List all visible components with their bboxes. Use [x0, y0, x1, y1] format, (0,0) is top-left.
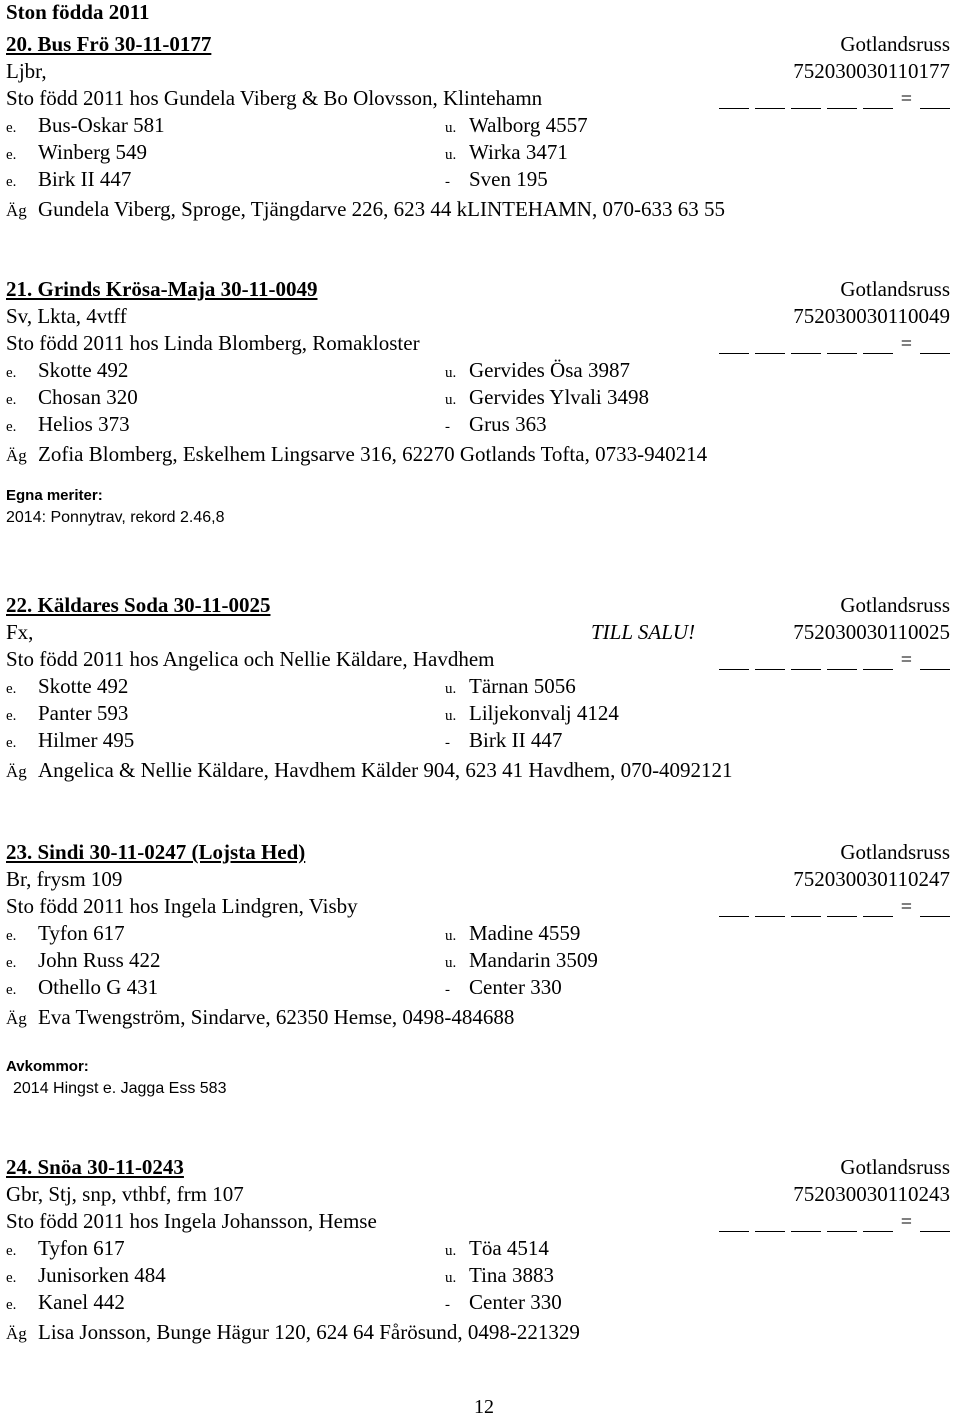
color-markings: Br, frysm 109	[6, 867, 123, 891]
pedigree-row-3	[6, 1289, 950, 1316]
pedigree-parents	[6, 357, 950, 384]
score-blank	[791, 1213, 821, 1232]
horse-entry	[6, 839, 950, 1101]
color-row	[6, 58, 950, 85]
score-blank	[863, 651, 893, 670]
pedigree-name: Tyfon 617	[38, 921, 125, 945]
score-total-blank	[920, 90, 950, 109]
pedigree-parents	[6, 673, 950, 700]
score-blank	[827, 651, 857, 670]
pedigree-row-2	[6, 384, 950, 411]
pedigree-right	[445, 112, 588, 142]
pedigree-right	[445, 727, 562, 757]
score-blank	[863, 1213, 893, 1232]
pedigree-right	[445, 166, 548, 196]
color-row	[6, 303, 950, 330]
owner-row	[6, 1004, 950, 1031]
birth-row	[6, 646, 950, 673]
pedigree-parents	[6, 112, 950, 139]
score-blanks	[719, 646, 950, 670]
pedigree-prefix: e.	[6, 120, 17, 136]
pedigree-right	[445, 673, 576, 703]
color-markings: Sv, Lkta, 4vtff	[6, 304, 127, 328]
reg-number: 752030030110049	[793, 304, 950, 328]
score-blanks	[719, 330, 950, 354]
entry-title: 20. Bus Frö 30-11-0177	[6, 32, 212, 56]
pedigree-name: Kanel 442	[38, 1290, 125, 1314]
pedigree-right	[445, 139, 568, 169]
pedigree-prefix: u.	[445, 1243, 457, 1259]
breed: Gotlandsruss	[840, 840, 950, 864]
pedigree-prefix: e.	[6, 681, 17, 697]
pedigree-right	[445, 974, 562, 1004]
score-blank	[719, 90, 749, 109]
pedigree-prefix: e.	[6, 365, 17, 381]
entry-title: 24. Snöa 30-11-0243	[6, 1155, 184, 1179]
pedigree-name: Junisorken 484	[38, 1263, 166, 1287]
pedigree-prefix: e.	[6, 419, 17, 435]
pedigree-row-2	[6, 700, 950, 727]
score-blank	[827, 898, 857, 917]
pedigree-prefix: e.	[6, 1243, 17, 1259]
owner-info: Zofia Blomberg, Eskelhem Lingsarve 316, 62270 Gotlands Tofta, 0733-940214	[38, 442, 708, 466]
owner-prefix: Äg	[6, 1324, 27, 1343]
entry-title-row	[6, 31, 950, 58]
owner-prefix: Äg	[6, 201, 27, 220]
pedigree-name: Center 330	[469, 975, 562, 999]
horse-entry	[6, 31, 950, 223]
pedigree-name: Winberg 549	[38, 140, 147, 164]
pedigree-prefix: u.	[445, 120, 457, 136]
pedigree-name: Wirka 3471	[469, 140, 568, 164]
section-value: 2014 Hingst e. Jagga Ess 583	[13, 1080, 227, 1097]
equals-sign: =	[900, 333, 912, 355]
color-row	[6, 1181, 950, 1208]
score-blank	[827, 335, 857, 354]
pedigree-name: Birk II 447	[38, 167, 132, 191]
pedigree-prefix: -	[445, 174, 450, 190]
pedigree-prefix: e.	[6, 955, 17, 971]
entry-title-row	[6, 1154, 950, 1181]
entry-title-row	[6, 276, 950, 303]
owner-info: Angelica & Nellie Käldare, Havdhem Kälder 904, 623 41 Havdhem, 070-4092121	[38, 758, 733, 782]
pedigree-parents	[6, 1235, 950, 1262]
pedigree-right	[445, 920, 580, 950]
score-blank	[719, 1213, 749, 1232]
pedigree-prefix: e.	[6, 708, 17, 724]
pedigree-prefix: u.	[445, 928, 457, 944]
pedigree-name: Tyfon 617	[38, 1236, 125, 1260]
birth-row	[6, 85, 950, 112]
score-blank	[791, 90, 821, 109]
owner-row	[6, 196, 950, 223]
pedigree-name: Gervides Ylvali 3498	[469, 385, 650, 409]
page-number: 12	[474, 1396, 494, 1418]
color-markings: Ljbr,	[6, 59, 47, 83]
pedigree-name: Center 330	[469, 1290, 562, 1314]
entry-title: 21. Grinds Krösa-Maja 30-11-0049	[6, 277, 318, 301]
score-blank	[863, 90, 893, 109]
pedigree-prefix: e.	[6, 147, 17, 163]
horse-entry	[6, 276, 950, 530]
equals-sign: =	[900, 649, 912, 671]
pedigree-prefix: -	[445, 735, 450, 751]
breed: Gotlandsruss	[840, 593, 950, 617]
pedigree-name: Liljekonvalj 4124	[469, 701, 619, 725]
score-total-blank	[920, 1213, 950, 1232]
score-blank	[755, 335, 785, 354]
birth-info: Sto född 2011 hos Linda Blomberg, Romakloster	[6, 331, 420, 355]
score-total-blank	[920, 651, 950, 670]
pedigree-row-2	[6, 139, 950, 166]
pedigree-name: John Russ 422	[38, 948, 161, 972]
pedigree-prefix: u.	[445, 1270, 457, 1286]
pedigree-name: Grus 363	[469, 412, 547, 436]
score-blank	[791, 335, 821, 354]
pedigree-row-3	[6, 727, 950, 754]
pedigree-prefix: u.	[445, 392, 457, 408]
pedigree-parents	[6, 920, 950, 947]
pedigree-name: Chosan 320	[38, 385, 138, 409]
equals-sign: =	[900, 1211, 912, 1233]
score-blank	[755, 90, 785, 109]
score-blank	[719, 651, 749, 670]
birth-row	[6, 1208, 950, 1235]
breed: Gotlandsruss	[840, 32, 950, 56]
birth-info: Sto född 2011 hos Angelica och Nellie Käldare, Havdhem	[6, 647, 495, 671]
pedigree-right	[445, 411, 547, 441]
pedigree-prefix: u.	[445, 681, 457, 697]
owner-prefix: Äg	[6, 1009, 27, 1028]
pedigree-right	[445, 357, 630, 387]
pedigree-prefix: -	[445, 1297, 450, 1313]
pedigree-prefix: u.	[445, 955, 457, 971]
pedigree-prefix: u.	[445, 147, 457, 163]
pedigree-name: Walborg 4557	[469, 113, 588, 137]
pedigree-row-3	[6, 166, 950, 193]
pedigree-prefix: e.	[6, 735, 17, 751]
pedigree-name: Madine 4559	[469, 921, 581, 945]
score-blanks	[719, 893, 950, 917]
pedigree-name: Skotte 492	[38, 358, 129, 382]
pedigree-name: Bus-Oskar 581	[38, 113, 165, 137]
owner-info: Lisa Jonsson, Bunge Hägur 120, 624 64 Fårösund, 0498-221329	[38, 1320, 580, 1344]
equals-sign: =	[900, 88, 912, 110]
pedigree-right	[445, 700, 619, 730]
pedigree-name: Töa 4514	[469, 1236, 549, 1260]
score-total-blank	[920, 335, 950, 354]
pedigree-right	[445, 947, 598, 977]
score-blank	[863, 335, 893, 354]
section-label: Avkommor:	[6, 1058, 89, 1075]
breed: Gotlandsruss	[840, 277, 950, 301]
color-markings: Fx,	[6, 620, 34, 644]
section-value: 2014: Ponnytrav, rekord 2.46,8	[6, 509, 225, 526]
pedigree-row-3	[6, 411, 950, 438]
pedigree-prefix: e.	[6, 982, 17, 998]
owner-row	[6, 1319, 950, 1346]
score-blank	[719, 898, 749, 917]
pedigree-prefix: -	[445, 419, 450, 435]
entry-title: 23. Sindi 30-11-0247 (Lojsta Hed)	[6, 840, 306, 864]
score-blank	[827, 90, 857, 109]
equals-sign: =	[900, 896, 912, 918]
score-blanks	[719, 1208, 950, 1232]
pedigree-prefix: e.	[6, 174, 17, 190]
birth-row	[6, 893, 950, 920]
birth-info: Sto född 2011 hos Ingela Johansson, Hemse	[6, 1209, 377, 1233]
pedigree-name: Sven 195	[469, 167, 548, 191]
sale-note: TILL SALU!	[591, 620, 696, 644]
horse-entry	[6, 1154, 950, 1346]
score-blank	[827, 1213, 857, 1232]
pedigree-name: Helios 373	[38, 412, 130, 436]
score-blank	[791, 898, 821, 917]
pedigree-right	[445, 384, 649, 414]
pedigree-right	[445, 1289, 562, 1319]
score-blank	[755, 651, 785, 670]
color-row	[6, 866, 950, 893]
pedigree-prefix: e.	[6, 1297, 17, 1313]
reg-number: 752030030110177	[793, 59, 950, 83]
birth-info: Sto född 2011 hos Gundela Viberg & Bo Olovsson, Klintehamn	[6, 86, 543, 110]
score-blank	[755, 1213, 785, 1232]
pedigree-name: Skotte 492	[38, 674, 129, 698]
owner-info: Eva Twengström, Sindarve, 62350 Hemse, 0498-484688	[38, 1005, 515, 1029]
owner-info: Gundela Viberg, Sproge, Tjängdarve 226, 623 44 kLINTEHAMN, 070-633 63 55	[38, 197, 725, 221]
pedigree-prefix: u.	[445, 365, 457, 381]
birth-info: Sto född 2011 hos Ingela Lindgren, Visby	[6, 894, 358, 918]
pedigree-prefix: e.	[6, 928, 17, 944]
score-blank	[719, 335, 749, 354]
reg-number: 752030030110243	[793, 1182, 950, 1206]
pedigree-name: Gervides Ösa 3987	[469, 358, 630, 382]
owner-row	[6, 441, 950, 468]
pedigree-name: Panter 593	[38, 701, 129, 725]
score-total-blank	[920, 898, 950, 917]
score-blank	[791, 651, 821, 670]
color-markings: Gbr, Stj, snp, vthbf, frm 107	[6, 1182, 244, 1206]
horse-entry	[6, 592, 950, 784]
reg-number: 752030030110025	[793, 620, 950, 644]
owner-row	[6, 757, 950, 784]
entry-title-row	[6, 839, 950, 866]
pedigree-prefix: u.	[445, 708, 457, 724]
section-label: Egna meriter:	[6, 487, 103, 504]
pedigree-name: Tärnan 5056	[469, 674, 576, 698]
breed: Gotlandsruss	[840, 1155, 950, 1179]
score-blank	[755, 898, 785, 917]
pedigree-prefix: -	[445, 982, 450, 998]
pedigree-row-2	[6, 1262, 950, 1289]
pedigree-prefix: e.	[6, 392, 17, 408]
pedigree-name: Hilmer 495	[38, 728, 135, 752]
score-blanks	[719, 85, 950, 109]
page-title: Ston födda 2011	[6, 0, 150, 24]
reg-number: 752030030110247	[793, 867, 950, 891]
entry-title-row	[6, 592, 950, 619]
color-row	[6, 619, 950, 646]
pedigree-row-3	[6, 974, 950, 1001]
pedigree-right	[445, 1235, 549, 1265]
owner-prefix: Äg	[6, 446, 27, 465]
pedigree-name: Tina 3883	[469, 1263, 554, 1287]
pedigree-row-2	[6, 947, 950, 974]
pedigree-name: Birk II 447	[469, 728, 563, 752]
score-blank	[863, 898, 893, 917]
pedigree-prefix: e.	[6, 1270, 17, 1286]
pedigree-name: Mandarin 3509	[469, 948, 598, 972]
pedigree-name: Othello G 431	[38, 975, 159, 999]
entry-title: 22. Käldares Soda 30-11-0025	[6, 593, 271, 617]
owner-prefix: Äg	[6, 762, 27, 781]
birth-row	[6, 330, 950, 357]
pedigree-right	[445, 1262, 554, 1292]
